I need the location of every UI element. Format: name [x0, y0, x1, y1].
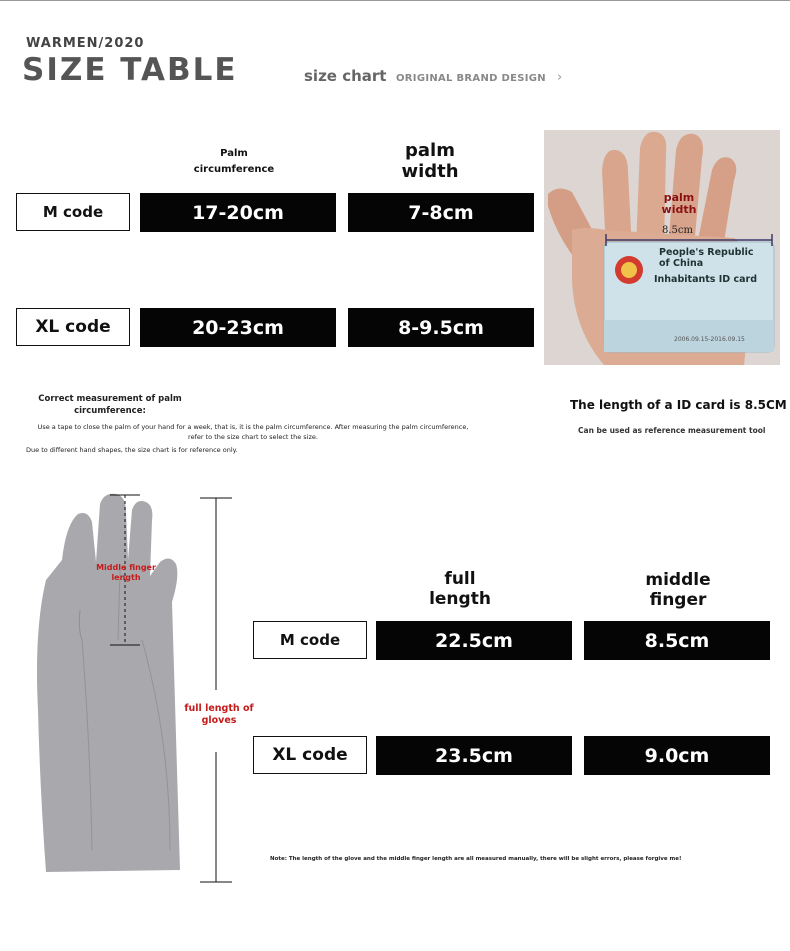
page-title: SIZE TABLE: [22, 52, 238, 88]
id-card-reference-note: Can be used as reference measurement tool: [578, 426, 766, 435]
palm-width-m: 7-8cm: [348, 193, 534, 232]
id-card-caption: Inhabitants ID card: [654, 274, 758, 285]
hand-id-card-photo: [544, 130, 780, 365]
middle-finger-label: Middle finger length: [96, 563, 156, 582]
measure-label: 8.5cm: [662, 225, 693, 236]
palm-circumference-m: 17-20cm: [140, 193, 336, 232]
middle-finger-m: 8.5cm: [584, 621, 770, 660]
id-card-text: People's Republic of China: [659, 247, 754, 269]
full-length-header: full length: [429, 569, 491, 609]
glove-size-code-xl: XL code: [253, 736, 367, 774]
top-divider: [0, 0, 790, 1]
middle-finger-header: middle finger: [645, 570, 711, 610]
full-length-label: full length of gloves: [184, 703, 254, 726]
section-subtitle: size chart: [304, 67, 387, 85]
palm-circumference-xl: 20-23cm: [140, 308, 336, 347]
size-code-m: M code: [16, 193, 130, 231]
size-code-xl: XL code: [16, 308, 130, 346]
glove-size-code-m: M code: [253, 621, 367, 659]
palm-width-xl: 8-9.5cm: [348, 308, 534, 347]
middle-finger-xl: 9.0cm: [584, 736, 770, 775]
palm-circumference-header: Palm circumference: [193, 148, 275, 175]
measurement-note-text: Use a tape to close the palm of your hand for a week, that is, it is the palm circumference. After measuring the palm circumference, refer to the size chart to select the size.: [37, 423, 469, 441]
full-length-xl: 23.5cm: [376, 736, 572, 775]
palm-width-header: palm width: [401, 140, 459, 182]
full-length-m: 22.5cm: [376, 621, 572, 660]
id-card-length-note: The length of a ID card is 8.5CM: [570, 398, 787, 412]
chevron-right-icon[interactable]: ›: [557, 70, 563, 85]
brand-name: WARMEN/2020: [26, 36, 145, 51]
brand-design-link[interactable]: ORIGINAL BRAND DESIGN: [396, 73, 546, 84]
measurement-note-title: Correct measurement of palm circumference:: [38, 394, 182, 416]
measurement-disclaimer: Due to different hand shapes, the size chart is for reference only.: [26, 446, 238, 454]
palm-width-label: palm width: [661, 191, 697, 216]
id-card-date: 2006.09.15-2016.09.15: [674, 336, 745, 343]
measurement-footnote: Note: The length of the glove and the middle finger length are all measured manually, there will be slight errors, please forgive me!: [270, 856, 682, 862]
glove-illustration: [20, 490, 250, 890]
